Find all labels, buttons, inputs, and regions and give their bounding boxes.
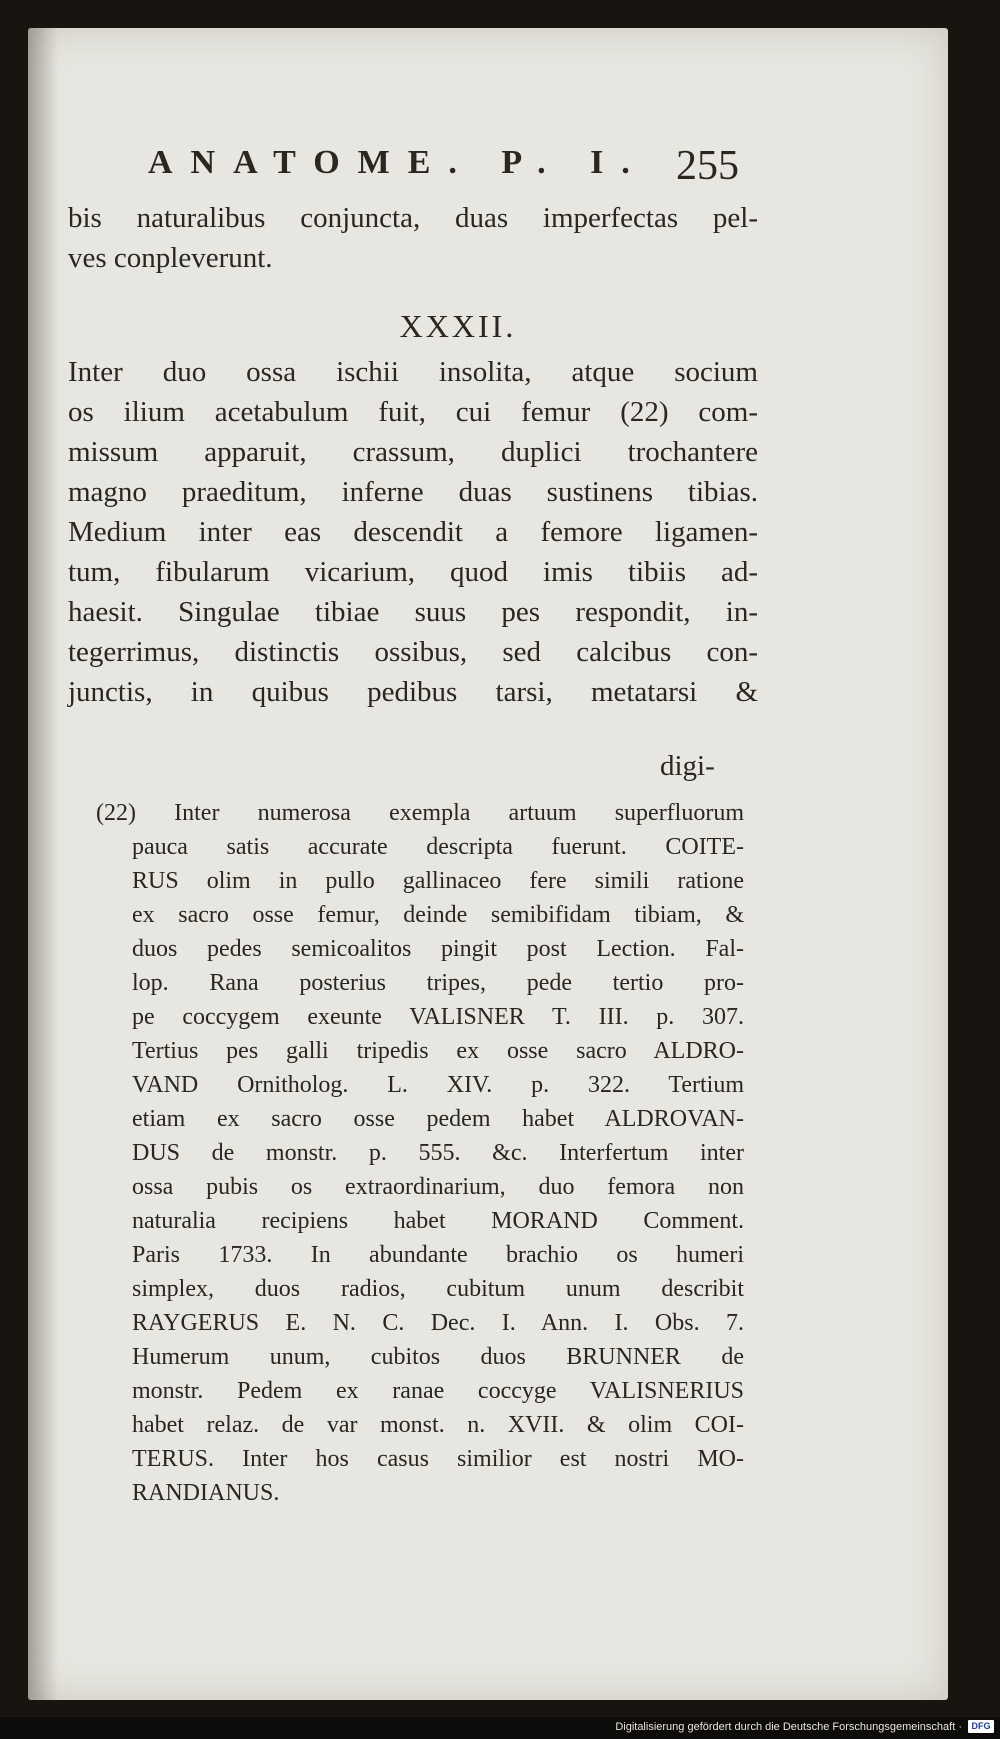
body-line: haesit. Singulae tibiae suus pes respondit, in-: [68, 596, 758, 628]
body-line: ves conpleverunt.: [68, 242, 273, 274]
footnote-line: pe coccygem exeunte VALISNER T. III. p. 307.: [132, 1004, 744, 1030]
body-line: os ilium acetabulum fuit, cui femur (22) com-: [68, 396, 758, 428]
body-line: tum, fibularum vicarium, quod imis tibiis ad-: [68, 556, 758, 588]
book-page: [28, 28, 948, 1700]
footnote-line: lop. Rana posterius tripes, pede tertio pro-: [132, 970, 744, 996]
footnote-line: duos pedes semicoalitos pingit post Lection. Fal-: [132, 936, 744, 962]
footnote-line: TERUS. Inter hos casus similior est nostri MO-: [132, 1446, 744, 1472]
footnote-line: simplex, duos radios, cubitum unum describit: [132, 1276, 744, 1302]
footnote-line: pauca satis accurate descripta fuerunt. COITE-: [132, 834, 744, 860]
page-number: 255: [676, 143, 739, 189]
footnote-line: habet relaz. de var monst. n. XVII. & olim COI-: [132, 1412, 744, 1438]
footnote-line: (22) Inter numerosa exempla artuum superfluorum: [96, 800, 744, 826]
running-head: ANATOME. P. I.: [148, 144, 648, 181]
body-line: magno praeditum, inferne duas sustinens tibias.: [68, 476, 758, 508]
section-number: XXXII.: [399, 308, 517, 344]
catchword: digi-: [660, 750, 715, 782]
dfg-logo-icon: DFG: [968, 1720, 994, 1733]
footnote-line: naturalia recipiens habet MORAND Comment.: [132, 1208, 744, 1234]
footnote-line: Humerum unum, cubitos duos BRUNNER de: [132, 1344, 744, 1370]
spine-shadow: [28, 28, 58, 1700]
footnote-line: etiam ex sacro osse pedem habet ALDROVAN-: [132, 1106, 744, 1132]
body-line: Medium inter eas descendit a femore ligamen-: [68, 516, 758, 548]
footnote-line: DUS de monstr. p. 555. &c. Interfertum inter: [132, 1140, 744, 1166]
digitization-credit: Digitalisierung gefördert durch die Deutsche Forschungsgemeinschaft ·: [615, 1721, 962, 1733]
footnote-line: ex sacro osse femur, deinde semibifidam tibiam, &: [132, 902, 744, 928]
body-line: tegerrimus, distinctis ossibus, sed calcibus con-: [68, 636, 758, 668]
footnote-line: RANDIANUS.: [132, 1480, 280, 1506]
footnote-line: ossa pubis os extraordinarium, duo femora non: [132, 1174, 744, 1200]
footnote-line: VAND Ornitholog. L. XIV. p. 322. Tertium: [132, 1072, 744, 1098]
body-line: missum apparuit, crassum, duplici trochantere: [68, 436, 758, 468]
body-line: bis naturalibus conjuncta, duas imperfectas pel-: [68, 202, 758, 234]
footnote-line: RUS olim in pullo gallinaceo fere simili ratione: [132, 868, 744, 894]
footnote-line: Tertius pes galli tripedis ex osse sacro ALDRO-: [132, 1038, 744, 1064]
footnote-line: RAYGERUS E. N. C. Dec. I. Ann. I. Obs. 7.: [132, 1310, 744, 1336]
body-line: junctis, in quibus pedibus tarsi, metatarsi &: [68, 676, 758, 708]
body-line: Inter duo ossa ischii insolita, atque socium: [68, 356, 758, 388]
footnote-line: monstr. Pedem ex ranae coccyge VALISNERIUS: [132, 1378, 744, 1404]
footnote-line: Paris 1733. In abundante brachio os humeri: [132, 1242, 744, 1268]
